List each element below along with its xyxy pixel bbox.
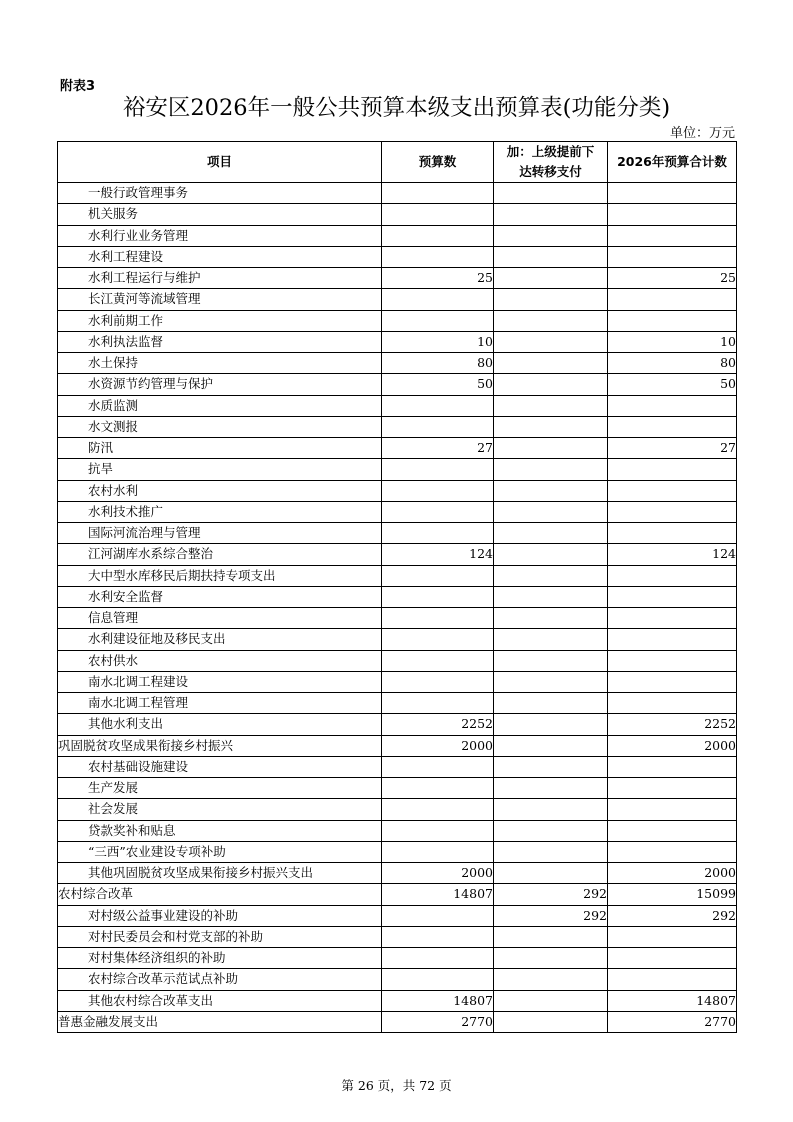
row-transfer-value (494, 183, 608, 204)
row-total-value (608, 395, 737, 416)
row-budget-value (382, 926, 494, 947)
row-total-value (608, 416, 737, 437)
table-row (58, 204, 737, 225)
row-total-value (608, 523, 737, 544)
table-row (58, 756, 737, 777)
row-budget-value (382, 204, 494, 225)
header-transfer-line2: 达转移支付 (519, 164, 582, 179)
row-item-name: 水利技术推广 (58, 501, 382, 522)
table-row (58, 671, 737, 692)
row-budget-value: 14807 (382, 990, 494, 1011)
row-transfer-value (494, 416, 608, 437)
row-item-name: 一般行政管理事务 (58, 183, 382, 204)
table-row (58, 459, 737, 480)
row-budget-value (382, 416, 494, 437)
row-budget-value (382, 693, 494, 714)
row-item-name: 生产发展 (58, 778, 382, 799)
row-total-value: 2000 (608, 735, 737, 756)
row-item-name: 江河湖库水系综合整治 (58, 544, 382, 565)
row-item-name: 巩固脱贫攻坚成果衔接乡村振兴 (58, 735, 382, 756)
row-item-name: 水质监测 (58, 395, 382, 416)
row-total-value (608, 650, 737, 671)
row-transfer-value (494, 714, 608, 735)
row-transfer-value (494, 969, 608, 990)
row-transfer-value (494, 395, 608, 416)
row-total-value: 10 (608, 331, 737, 352)
row-item-name: 其他农村综合改革支出 (58, 990, 382, 1011)
row-transfer-value (494, 310, 608, 331)
row-budget-value: 25 (382, 268, 494, 289)
table-row (58, 820, 737, 841)
row-item-name: 水利执法监督 (58, 331, 382, 352)
row-budget-value: 2770 (382, 1011, 494, 1032)
row-budget-value: 124 (382, 544, 494, 565)
row-budget-value: 27 (382, 438, 494, 459)
row-item-name: 国际河流治理与管理 (58, 523, 382, 544)
row-transfer-value (494, 353, 608, 374)
header-transfer (494, 142, 608, 183)
table-row (58, 523, 737, 544)
row-budget-value (382, 225, 494, 246)
row-budget-value (382, 778, 494, 799)
row-total-value: 292 (608, 905, 737, 926)
row-budget-value: 80 (382, 353, 494, 374)
table-row (58, 331, 737, 352)
row-item-name: 农村综合改革示范试点补助 (58, 969, 382, 990)
table-row (58, 884, 737, 905)
row-item-name: 贷款奖补和贴息 (58, 820, 382, 841)
table-row (58, 990, 737, 1011)
row-total-value (608, 480, 737, 501)
row-transfer-value: 292 (494, 905, 608, 926)
header-budget: 预算数 (382, 142, 494, 183)
row-transfer-value (494, 841, 608, 862)
row-total-value (608, 948, 737, 969)
row-item-name: 水利行业业务管理 (58, 225, 382, 246)
row-total-value (608, 926, 737, 947)
row-item-name: 长江黄河等流域管理 (58, 289, 382, 310)
table-row (58, 608, 737, 629)
row-item-name: 农村基础设施建设 (58, 756, 382, 777)
row-total-value (608, 586, 737, 607)
row-budget-value (382, 799, 494, 820)
row-budget-value (382, 969, 494, 990)
row-budget-value (382, 183, 494, 204)
row-total-value (608, 204, 737, 225)
table-body (58, 183, 737, 1033)
row-item-name: “三西”农业建设专项补助 (58, 841, 382, 862)
row-item-name: 农村综合改革 (58, 884, 382, 905)
row-item-name: 其他水利支出 (58, 714, 382, 735)
table-row (58, 416, 737, 437)
row-budget-value: 2000 (382, 735, 494, 756)
row-item-name: 社会发展 (58, 799, 382, 820)
row-budget-value (382, 948, 494, 969)
row-budget-value (382, 608, 494, 629)
table-row (58, 735, 737, 756)
row-transfer-value (494, 863, 608, 884)
row-budget-value: 10 (382, 331, 494, 352)
row-budget-value (382, 565, 494, 586)
table-row (58, 1011, 737, 1032)
row-item-name: 对村集体经济组织的补助 (58, 948, 382, 969)
table-row (58, 544, 737, 565)
row-budget-value (382, 310, 494, 331)
row-transfer-value (494, 990, 608, 1011)
table-row (58, 778, 737, 799)
row-total-value: 2770 (608, 1011, 737, 1032)
header-transfer-line1: 加：上级提前下 (506, 144, 595, 159)
table-row (58, 438, 737, 459)
row-item-name: 大中型水库移民后期扶持专项支出 (58, 565, 382, 586)
row-transfer-value (494, 523, 608, 544)
row-transfer-value (494, 268, 608, 289)
row-transfer-value (494, 756, 608, 777)
table-row (58, 268, 737, 289)
row-transfer-value (494, 799, 608, 820)
row-budget-value (382, 523, 494, 544)
row-item-name: 抗旱 (58, 459, 382, 480)
row-budget-value (382, 246, 494, 267)
table-row (58, 714, 737, 735)
row-item-name: 水利安全监督 (58, 586, 382, 607)
table-row (58, 225, 737, 246)
row-transfer-value (494, 586, 608, 607)
row-transfer-value (494, 204, 608, 225)
row-total-value: 25 (608, 268, 737, 289)
row-transfer-value (494, 948, 608, 969)
row-total-value (608, 629, 737, 650)
table-row (58, 841, 737, 862)
row-transfer-value (494, 778, 608, 799)
row-transfer-value (494, 1011, 608, 1032)
header-item: 项目 (58, 142, 382, 183)
row-total-value (608, 246, 737, 267)
table-row (58, 183, 737, 204)
row-transfer-value (494, 331, 608, 352)
row-transfer-value (494, 501, 608, 522)
table-row (58, 650, 737, 671)
row-transfer-value (494, 671, 608, 692)
row-item-name: 水文测报 (58, 416, 382, 437)
row-item-name: 水资源节约管理与保护 (58, 374, 382, 395)
row-total-value (608, 799, 737, 820)
row-total-value (608, 501, 737, 522)
row-budget-value: 14807 (382, 884, 494, 905)
row-total-value: 2252 (608, 714, 737, 735)
table-header-row (58, 142, 737, 183)
row-budget-value (382, 289, 494, 310)
row-budget-value: 50 (382, 374, 494, 395)
row-total-value: 124 (608, 544, 737, 565)
row-total-value (608, 756, 737, 777)
row-total-value (608, 820, 737, 841)
row-total-value (608, 608, 737, 629)
row-transfer-value (494, 565, 608, 586)
row-budget-value (382, 650, 494, 671)
row-total-value (608, 183, 737, 204)
table-row (58, 565, 737, 586)
row-budget-value (382, 841, 494, 862)
table-row (58, 693, 737, 714)
row-transfer-value (494, 820, 608, 841)
table-row (58, 501, 737, 522)
row-item-name: 水利前期工作 (58, 310, 382, 331)
page-footer: 第 26 页，共 72 页 (341, 1078, 452, 1093)
table-row (58, 799, 737, 820)
row-item-name: 水利工程运行与维护 (58, 268, 382, 289)
row-total-value: 50 (608, 374, 737, 395)
row-budget-value (382, 905, 494, 926)
row-transfer-value (494, 246, 608, 267)
row-total-value (608, 225, 737, 246)
table-row (58, 905, 737, 926)
unit-label: 单位：万元 (669, 126, 735, 141)
annex-label: 附表3 (60, 79, 96, 94)
row-transfer-value (494, 608, 608, 629)
row-total-value (608, 969, 737, 990)
row-item-name: 农村水利 (58, 480, 382, 501)
row-item-name: 对村级公益事业建设的补助 (58, 905, 382, 926)
row-item-name: 其他巩固脱贫攻坚成果衔接乡村振兴支出 (58, 863, 382, 884)
table-row (58, 395, 737, 416)
row-item-name: 普惠金融发展支出 (58, 1011, 382, 1032)
budget-table (57, 141, 737, 1033)
row-item-name: 水土保持 (58, 353, 382, 374)
row-total-value (608, 289, 737, 310)
row-item-name: 水利工程建设 (58, 246, 382, 267)
row-transfer-value (494, 438, 608, 459)
row-item-name: 信息管理 (58, 608, 382, 629)
header-total: 2026年预算合计数 (608, 142, 737, 183)
row-item-name: 防汛 (58, 438, 382, 459)
row-total-value: 14807 (608, 990, 737, 1011)
table-row (58, 353, 737, 374)
row-total-value (608, 778, 737, 799)
row-total-value (608, 459, 737, 480)
row-transfer-value (494, 926, 608, 947)
row-transfer-value (494, 544, 608, 565)
row-budget-value (382, 395, 494, 416)
row-budget-value (382, 501, 494, 522)
table-row (58, 863, 737, 884)
row-item-name: 南水北调工程管理 (58, 693, 382, 714)
row-item-name: 机关服务 (58, 204, 382, 225)
row-total-value (608, 841, 737, 862)
row-total-value (608, 565, 737, 586)
table-row (58, 629, 737, 650)
table-row (58, 374, 737, 395)
table-row (58, 289, 737, 310)
table-row (58, 926, 737, 947)
row-budget-value (382, 480, 494, 501)
row-total-value: 80 (608, 353, 737, 374)
row-transfer-value (494, 480, 608, 501)
row-total-value (608, 310, 737, 331)
row-item-name: 水利建设征地及移民支出 (58, 629, 382, 650)
row-budget-value: 2000 (382, 863, 494, 884)
table-row (58, 246, 737, 267)
row-transfer-value (494, 693, 608, 714)
row-total-value: 15099 (608, 884, 737, 905)
row-item-name: 农村供水 (58, 650, 382, 671)
row-transfer-value (494, 735, 608, 756)
row-transfer-value (494, 650, 608, 671)
row-budget-value (382, 459, 494, 480)
row-transfer-value: 292 (494, 884, 608, 905)
table-row (58, 948, 737, 969)
row-total-value (608, 693, 737, 714)
row-total-value: 2000 (608, 863, 737, 884)
row-item-name: 南水北调工程建设 (58, 671, 382, 692)
row-total-value (608, 671, 737, 692)
table-row (58, 969, 737, 990)
table-row (58, 310, 737, 331)
row-transfer-value (494, 225, 608, 246)
row-transfer-value (494, 629, 608, 650)
row-budget-value: 2252 (382, 714, 494, 735)
row-budget-value (382, 629, 494, 650)
row-transfer-value (494, 289, 608, 310)
row-budget-value (382, 756, 494, 777)
row-transfer-value (494, 374, 608, 395)
row-total-value: 27 (608, 438, 737, 459)
row-item-name: 对村民委员会和村党支部的补助 (58, 926, 382, 947)
row-budget-value (382, 586, 494, 607)
page-title: 裕安区2026年一般公共预算本级支出预算表(功能分类) (122, 95, 671, 121)
row-transfer-value (494, 459, 608, 480)
row-budget-value (382, 820, 494, 841)
row-budget-value (382, 671, 494, 692)
table-row (58, 586, 737, 607)
table-row (58, 480, 737, 501)
